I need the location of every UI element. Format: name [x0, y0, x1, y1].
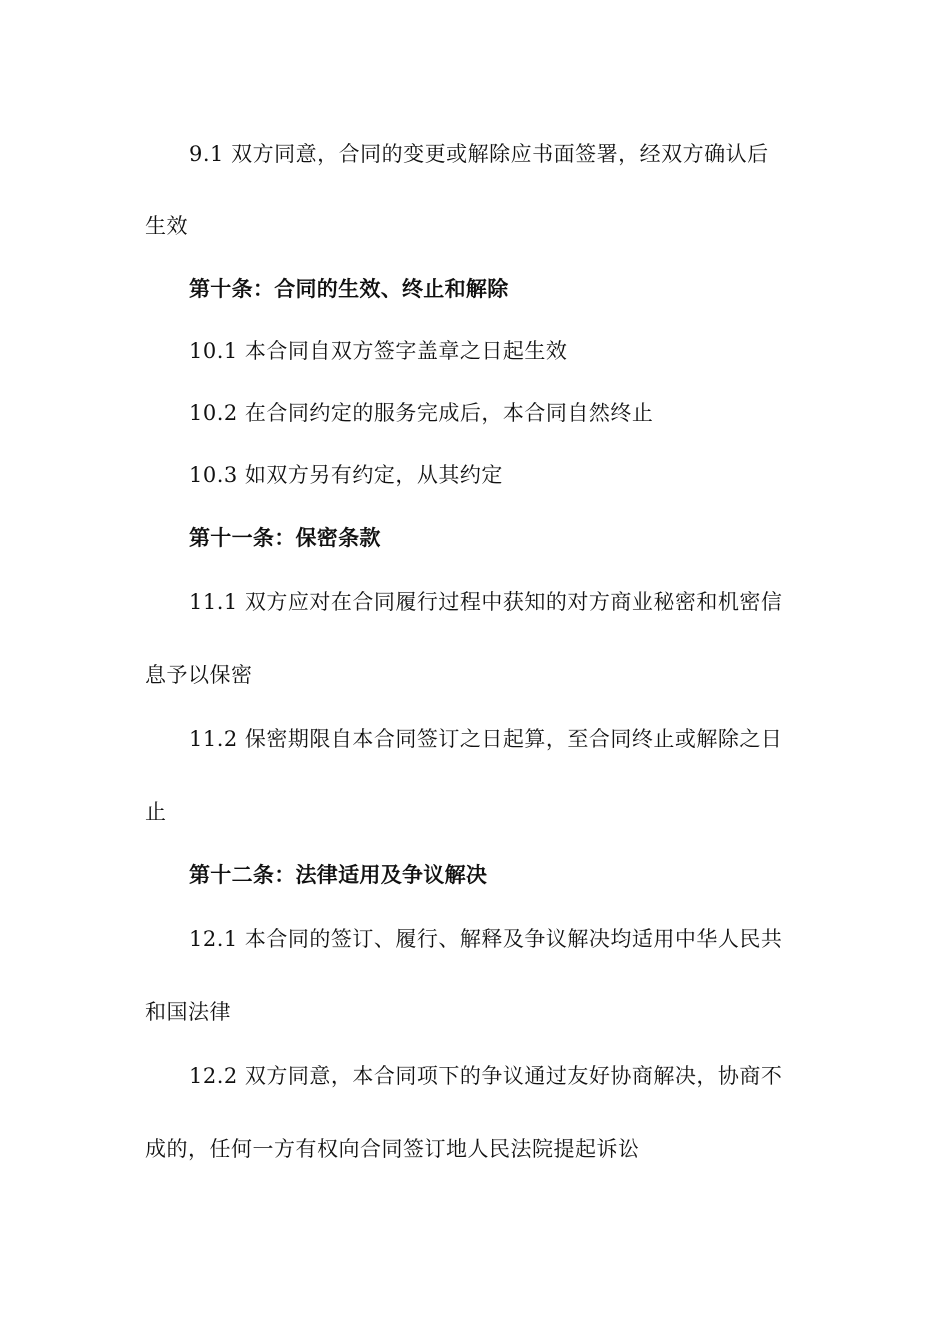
clause-12-2-line-1: 12.2 双方同意，本合同项下的争议通过友好协商解决，协商不 [189, 1064, 783, 1088]
clause-11-2-line-1: 11.2 保密期限自本合同签订之日起算，至合同终止或解除之日 [189, 727, 783, 751]
clause-10-3: 10.3 如双方另有约定，从其约定 [189, 463, 503, 487]
clause-12-2-line-2: 成的，任何一方有权向合同签订地人民法院提起诉讼 [145, 1137, 640, 1161]
clause-12-1-line-1: 12.1 本合同的签订、履行、解释及争议解决均适用中华人民共 [189, 927, 783, 951]
clause-11-1-line-1: 11.1 双方应对在合同履行过程中获知的对方商业秘密和机密信 [189, 590, 783, 614]
article-11-heading: 第十一条：保密条款 [189, 526, 381, 550]
clause-11-1-line-2: 息予以保密 [145, 663, 253, 687]
clause-10-1: 10.1 本合同自双方签字盖章之日起生效 [189, 339, 568, 363]
clause-9-1-line-2: 生效 [145, 214, 188, 238]
article-10-heading: 第十条：合同的生效、终止和解除 [189, 277, 509, 301]
clause-11-2-line-2: 止 [145, 800, 167, 824]
article-12-heading: 第十二条：法律适用及争议解决 [189, 863, 488, 887]
clause-12-1-line-2: 和国法律 [145, 1000, 231, 1024]
clause-10-2: 10.2 在合同约定的服务完成后，本合同自然终止 [189, 401, 654, 425]
clause-9-1-line-1: 9.1 双方同意，合同的变更或解除应书面签署，经双方确认后 [189, 142, 769, 166]
